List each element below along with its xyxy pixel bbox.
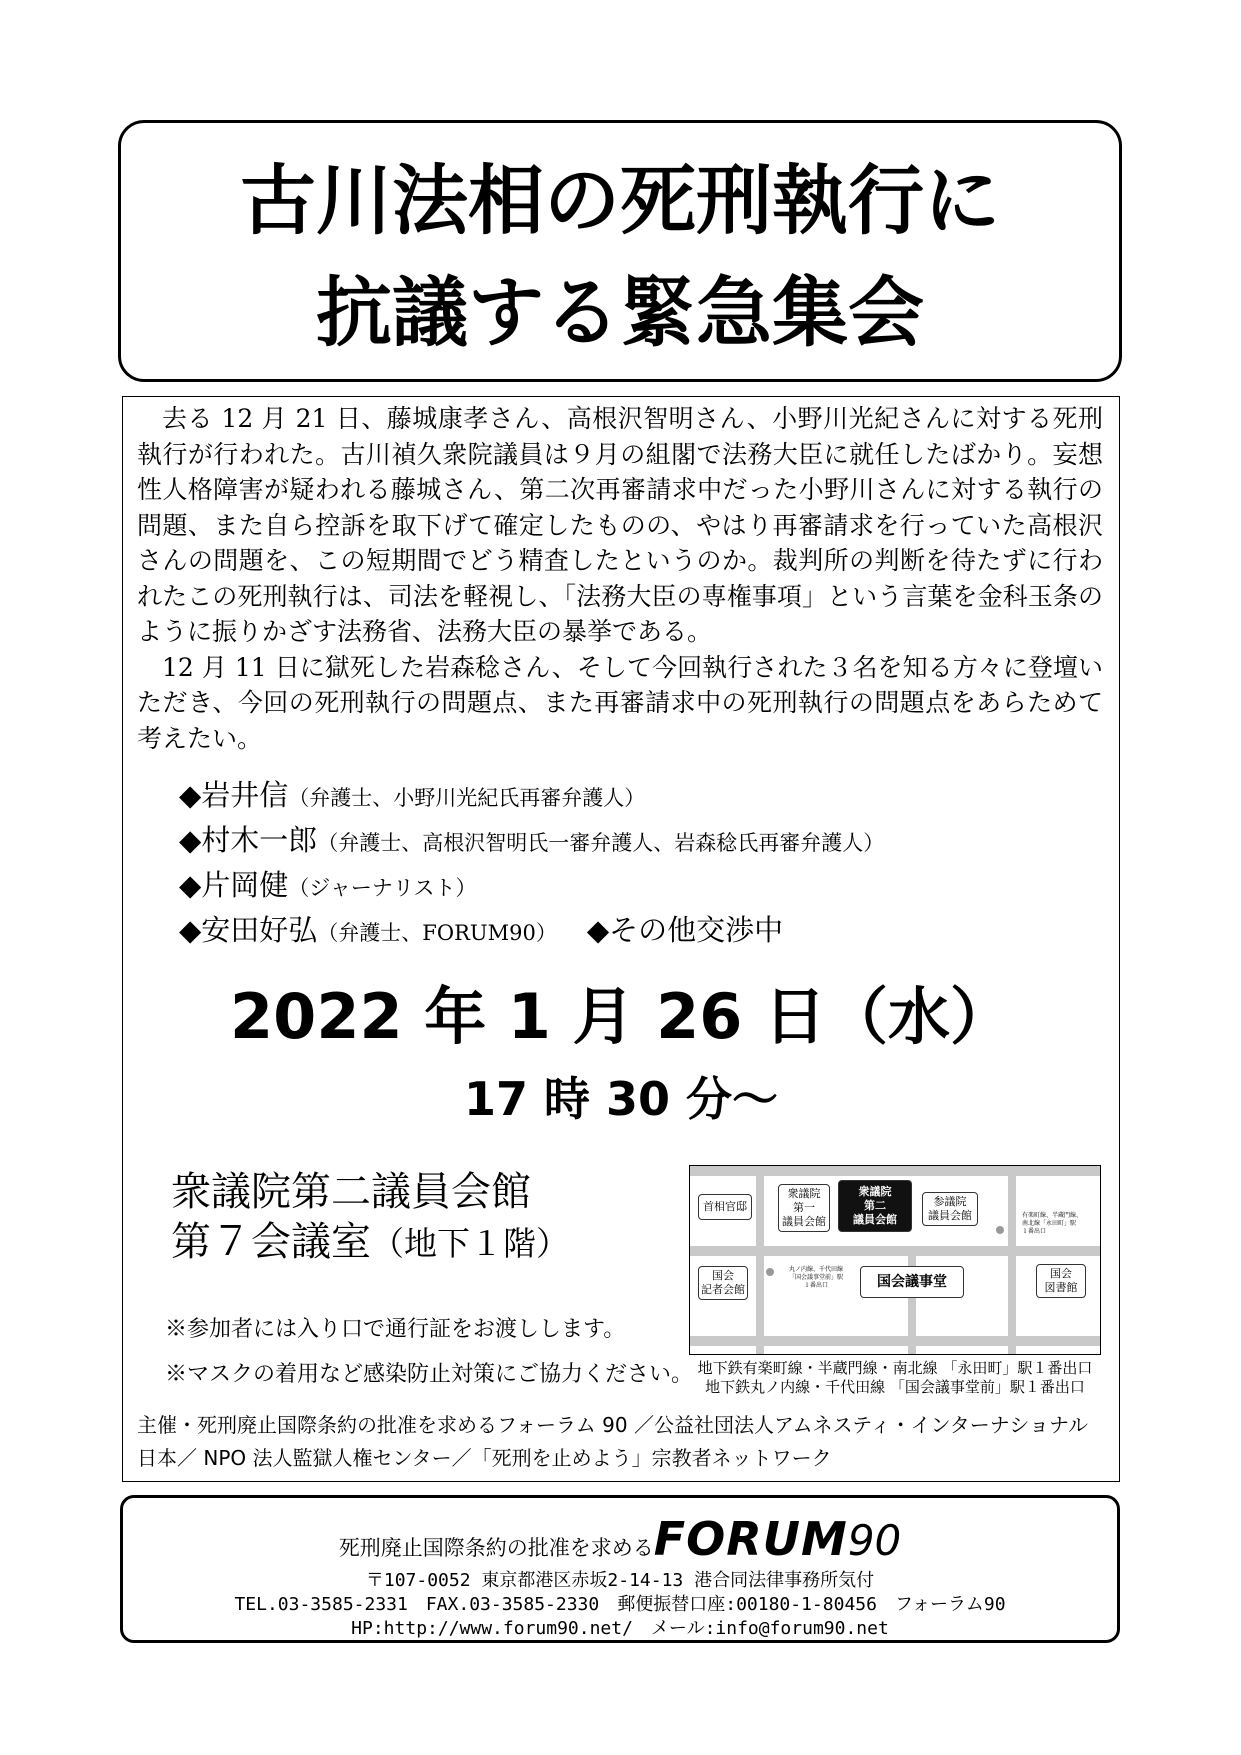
footer-prefix: 死刑廃止国際条約の批准を求める <box>338 1536 654 1560</box>
event-date: 2022 年 1 月 26 日（水） <box>230 980 1012 1053</box>
venue-floor: （地下１階） <box>371 1224 569 1263</box>
title-box <box>118 120 1122 382</box>
event-time: 17 時 30 分～ <box>463 1072 779 1126</box>
map-road <box>690 1246 1100 1256</box>
map-pm-office: 首相官邸 <box>698 1194 752 1220</box>
speaker-list <box>179 773 884 953</box>
speaker-name: ◆安田好弘 <box>179 913 318 947</box>
organizers: 主催・死刑廃止国際条約の批准を求めるフォーラム 90 ／公益社団法人アムネスティ・インターナショナル日本／ NPO 法人監獄人権センター／「死刑を止めよう」宗教者ネットワーク <box>137 1413 1088 1470</box>
speaker-name: ◆片岡健 <box>179 868 289 902</box>
map-national-diet: 国会議事堂 <box>860 1266 964 1298</box>
footer-box <box>120 1495 1120 1643</box>
map-kokkai-exit-label: 丸ノ内線、千代田線 「国会議事堂前」駅 １番出口 <box>788 1266 843 1289</box>
speaker-item <box>179 773 884 818</box>
speaker-note: （ジャーナリスト） <box>288 876 477 900</box>
speaker-name: ◆村木一郎 <box>179 823 318 857</box>
footer-heading <box>123 1512 1117 1566</box>
venue-room: 第７会議室 <box>171 1219 371 1265</box>
speaker-name: ◆岩井信 <box>179 778 289 812</box>
notice-pass: ※参加者には入り口で通行証をお渡しします。 <box>165 1317 626 1342</box>
title-line-2: 抗議する緊急集会 <box>316 268 924 357</box>
title-line-1: 古川法相の死刑執行に <box>240 156 1000 245</box>
footer-address: 〒107-0052 東京都港区赤坂2-14-13 港合同法律事務所気付 <box>365 1570 875 1591</box>
body-paragraph-1: 去る 12 月 21 日、藤城康孝さん、高根沢智明さん、小野川光紀さんに対する死刑執行が行われた。古川禎久衆院議員は９月の組閣で法務大臣に就任したばかり。妄想性人格障害が疑われる藤城さん、第二次再審請求中だった小野川さんに対する執行の問題、また自ら控訴を取下げて確定したものの、やはり再審請求を行っていた高根沢さんの問題を、この短期間でどう精査したというのか。裁判所の判断を待たずに行われたこの死刑執行は、司法を軽視し、「法務大臣の専権事項」という言葉を金科玉条のように振りかざす法務省、法務大臣の暴挙である。 <box>137 404 1103 646</box>
speakers-extra: ◆その他交渉中 <box>586 913 784 947</box>
main-content-box <box>122 396 1120 1482</box>
notice-mask: ※マスクの着用など感染防止対策にご協力ください。 <box>165 1362 694 1387</box>
speaker-note: （弁護士、小野川光紀氏再審弁護人） <box>288 786 646 810</box>
body-text <box>137 401 1103 756</box>
footer-contact: TEL.03-3585-2331 FAX.03-3585-2330 郵便振替口座:00180-1-80456 フォーラム90 <box>234 1594 1006 1615</box>
forum90-logo: FORUM <box>653 1512 848 1566</box>
forum90-logo-number: 90 <box>847 1516 902 1565</box>
map-press-hall: 国会 記者会館 <box>698 1266 748 1300</box>
footer-web: HP:http://www.forum90.net/ メール:info@forum90.net <box>351 1618 889 1639</box>
map-road <box>690 1336 1100 1346</box>
venue <box>171 1167 569 1269</box>
map-diet-library: 国会 図書館 <box>1036 1264 1086 1298</box>
map-first-members-office: 衆議院 第一 議員会館 <box>778 1184 830 1232</box>
speaker-item <box>179 818 884 863</box>
speaker-item <box>179 908 884 953</box>
access-info <box>689 1359 1101 1397</box>
venue-map <box>689 1165 1101 1355</box>
map-road <box>756 1166 764 1354</box>
map-second-members-office: 衆議院 第二 議員会館 <box>838 1180 912 1232</box>
speaker-note: （弁護士、高根沢智明氏一審弁護人、岩森稔氏再審弁護人） <box>317 831 885 855</box>
speaker-note: （弁護士、FORUM90） <box>317 921 557 945</box>
map-exit-marker <box>766 1268 774 1276</box>
speaker-item <box>179 863 884 908</box>
access-line: 地下鉄有楽町線・半蔵門線・南北線 「永田町」駅１番出口 <box>697 1359 1093 1377</box>
body-paragraph-2: 12 月 11 日に獄死した岩森稔さん、そして今回執行された３名を知る方々に登壇いただき、今回の死刑執行の問題点、また再審請求中の死刑執行の問題点をあらためて考えたい。 <box>137 652 1103 753</box>
map-road <box>1008 1166 1016 1354</box>
access-line: 地下鉄丸ノ内線・千代田線 「国会議事堂前」駅１番出口 <box>705 1378 1085 1396</box>
venue-name: 衆議院第二議員会館 <box>171 1169 531 1215</box>
map-nagatacho-exit-label: 有楽町線、半蔵門線、 南北線「永田町」駅 １番出口 <box>1022 1212 1083 1235</box>
map-exit-marker <box>996 1226 1004 1234</box>
map-road <box>690 1166 1100 1176</box>
map-councillors-office: 参議院 議員会館 <box>922 1192 978 1226</box>
